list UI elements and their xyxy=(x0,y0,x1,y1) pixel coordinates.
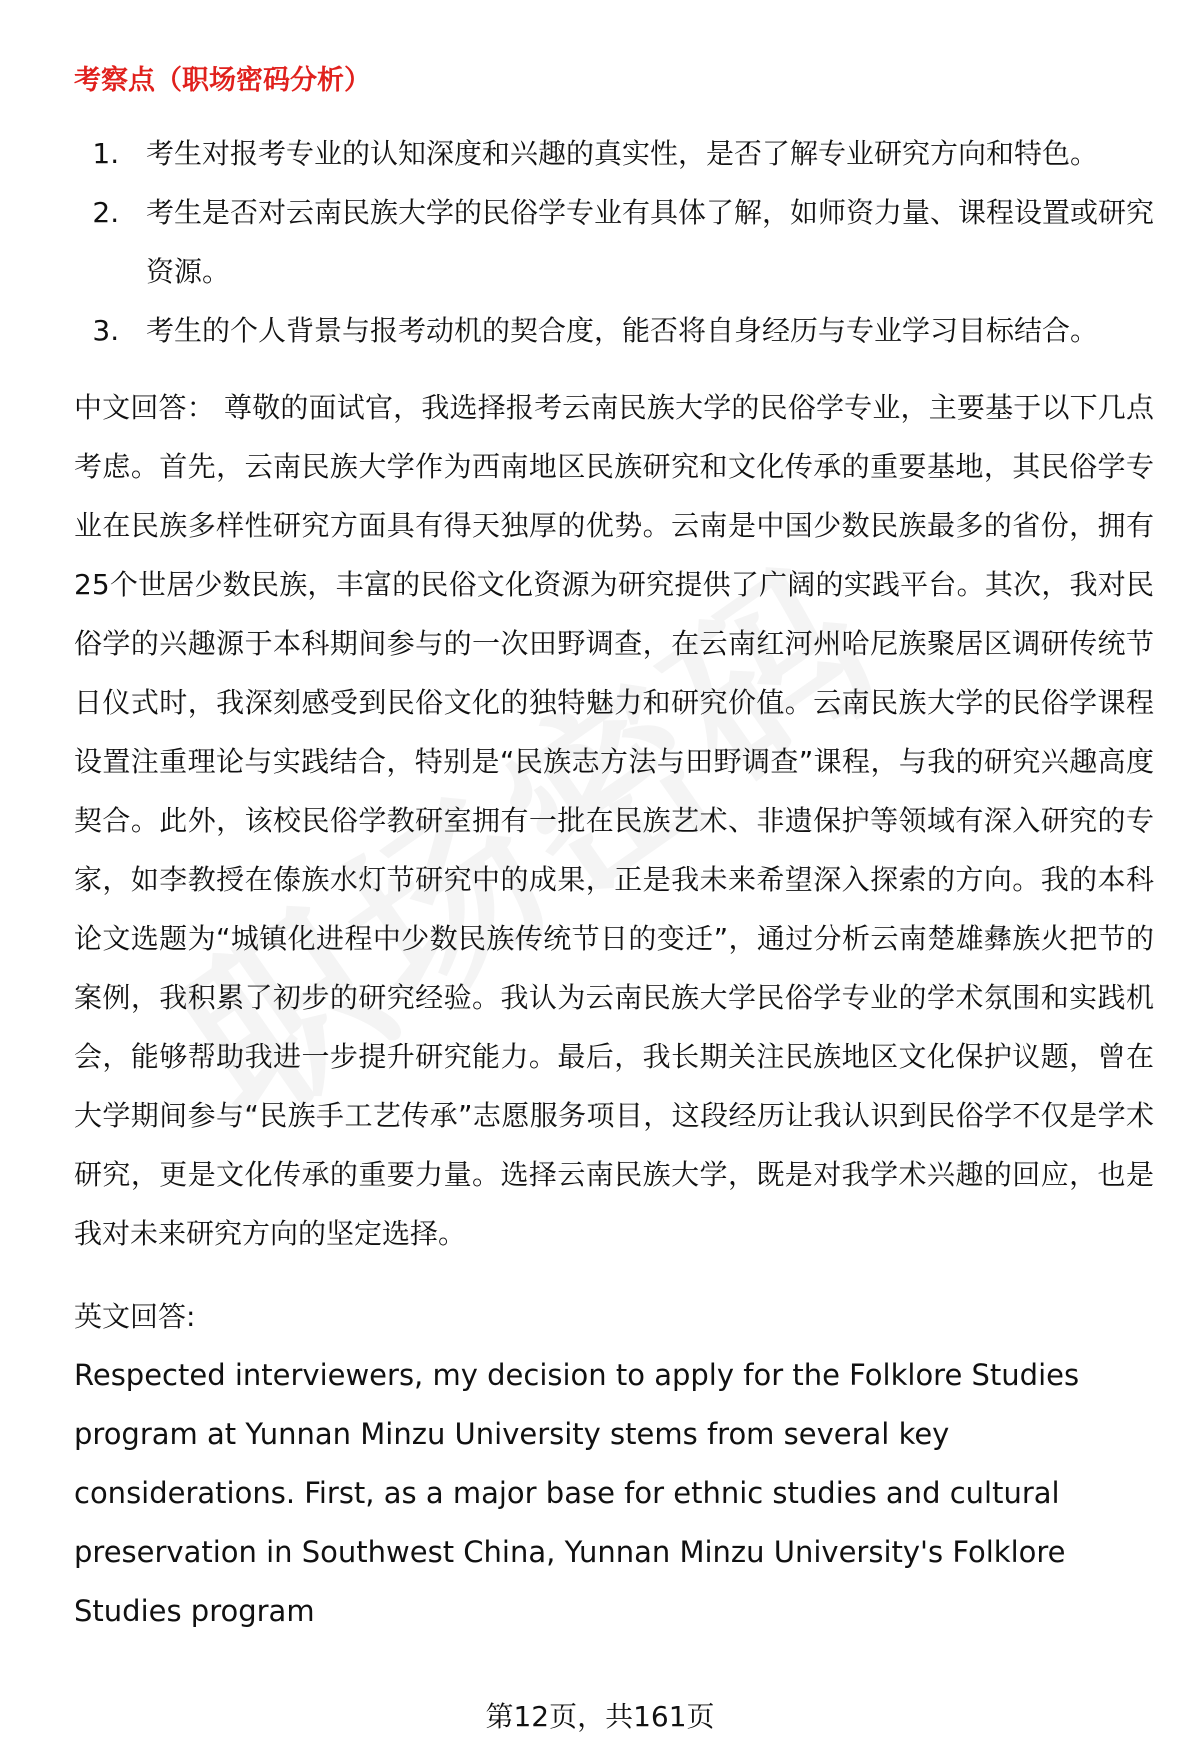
list-item: 2. 考生是否对云南民族大学的民俗学专业有具体了解，如师资力量、课程设置或研究资源。 xyxy=(128,183,1154,301)
assessment-points-list xyxy=(74,124,1154,360)
page-footer: 第12页，共161页 xyxy=(485,1700,715,1733)
english-answer: Respected interviewers, my decision to apply for the Folklore Studies program at Yunnan Minzu University stems from several key considerations. First, as a major base for ethnic studies and cultural preservation in Southwest China, Yunnan Minzu University's Folklore Studies program xyxy=(74,1358,1080,1628)
document-page xyxy=(74,58,1154,1641)
english-answer-label: 英文回答: xyxy=(74,1300,196,1333)
chinese-answer: 中文回答： 尊敬的面试官，我选择报考云南民族大学的民俗学专业，主要基于以下几点考虑。首先，云南民族大学作为西南地区民族研究和文化传承的重要基地，其民俗学专业在民族多样性研究方面具有得天独厚的优势。云南是中国少数民族最多的省份，拥有25个世居少数民族，丰富的民俗文化资源为研究提供了广阔的实践平台。其次，我对民俗学的兴趣源于本科期间参与的一次田野调查，在云南红河州哈尼族聚居区调研传统节日仪式时，我深刻感受到民俗文化的独特魅力和研究价值。云南民族大学的民俗学课程设置注重理论与实践结合，特别是“民族志方法与田野调查”课程，与我的研究兴趣高度契合。此外，该校民俗学教研室拥有一批在民族艺术、非遗保护等领域有深入研究的专家，如李教授在傣族水灯节研究中的成果，正是我未来希望深入探索的方向。我的本科论文选题为“城镇化进程中少数民族传统节日的变迁”，通过分析云南楚雄彝族火把节的案例，我积累了初步的研究经验。我认为云南民族大学民俗学专业的学术氛围和实践机会，能够帮助我进一步提升研究能力。最后，我长期关注民族地区文化保护议题，曾在大学期间参与“民族手工艺传承”志愿服务项目，这段经历让我认识到民俗学不仅是学术研究，更是文化传承的重要力量。选择云南民族大学，既是对我学术兴趣的回应，也是我对未来研究方向的坚定选择。 xyxy=(74,391,1154,1250)
section-title: 考察点（职场密码分析） xyxy=(74,65,371,96)
list-item: 1. 考生对报考专业的认知深度和兴趣的真实性，是否了解专业研究方向和特色。 xyxy=(128,124,1154,183)
list-item: 3. 考生的个人背景与报考动机的契合度，能否将自身经历与专业学习目标结合。 xyxy=(128,301,1154,360)
